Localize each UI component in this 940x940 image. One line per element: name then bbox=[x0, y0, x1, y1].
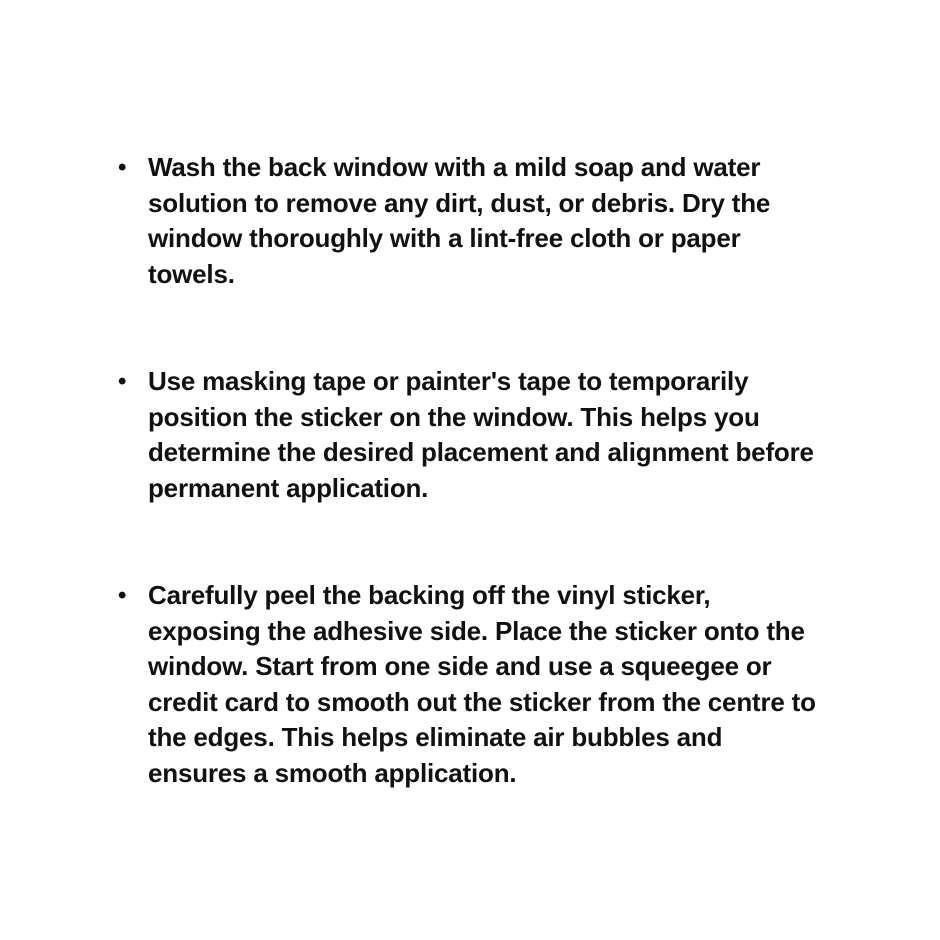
list-item-text: Use masking tape or painter's tape to temporarily position the sticker on the window. This helps you determine the desired placement and alignment before permanent application. bbox=[148, 366, 814, 503]
bullet-icon: • bbox=[118, 154, 127, 181]
bullet-icon: • bbox=[118, 368, 127, 395]
bullet-icon: • bbox=[118, 582, 127, 609]
list-item bbox=[118, 364, 830, 506]
list-item-text: Wash the back window with a mild soap and water solution to remove any dirt, dust, or debris. Dry the window thoroughly with a lint-free cloth or paper towels. bbox=[148, 152, 771, 289]
list-item bbox=[118, 578, 830, 791]
list-item bbox=[118, 150, 830, 292]
list-item-text: Carefully peel the backing off the vinyl sticker, exposing the adhesive side. Place the sticker onto the window. Start from one side and use a squeegee or credit card to smooth out the sticker from the centre to the edges. This helps eliminate air bubbles and ensures a smooth application. bbox=[148, 580, 816, 788]
